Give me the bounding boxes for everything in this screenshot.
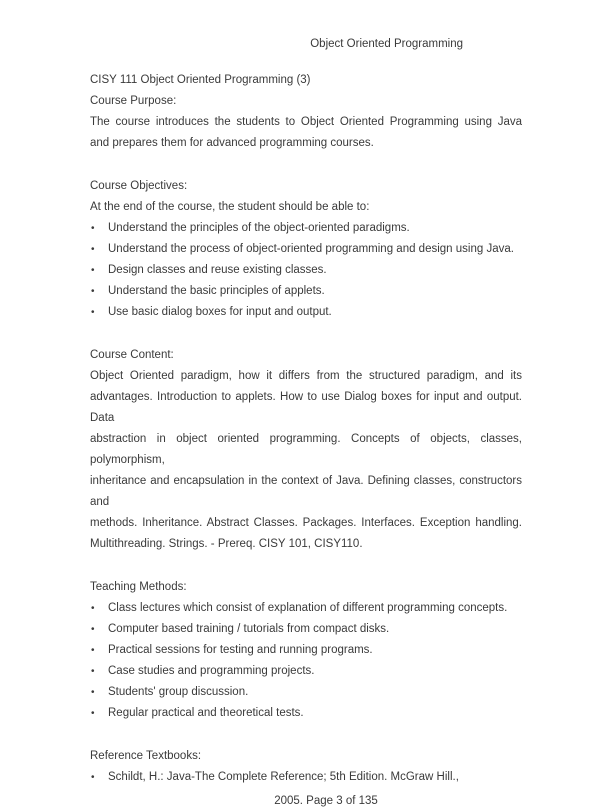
paragraph-line: Object Oriented paradigm, how it differs from the structured paradigm, and its xyxy=(90,370,522,382)
section-heading-references: Reference Textbooks: xyxy=(90,750,202,762)
objective-item: • Design classes and reuse existing classes. xyxy=(90,260,522,281)
section-heading-objectives: Course Objectives: xyxy=(90,180,188,192)
section-heading-teaching: Teaching Methods: xyxy=(90,581,187,593)
course-title: CISY 111 Object Oriented Programming (3) xyxy=(90,74,311,86)
section-heading-content: Course Content: xyxy=(90,349,174,361)
teaching-method-item: • Practical sessions for testing and running programs. xyxy=(90,640,522,661)
references-list xyxy=(90,767,522,788)
section-heading-purpose: Course Purpose: xyxy=(90,95,177,107)
paragraph-line: advantages. Introduction to applets. How to use Dialog boxes for input and output. Data xyxy=(90,391,522,424)
running-header: Object Oriented Programming xyxy=(310,38,463,50)
objective-item: • Understand the principles of the object-oriented paradigms. xyxy=(90,218,522,239)
teaching-method-item: • Case studies and programming projects. xyxy=(90,661,522,682)
teaching-method-item: • Students' group discussion. xyxy=(90,682,522,703)
teaching-methods-list xyxy=(90,598,522,724)
page-content xyxy=(90,70,522,812)
reference-item: • Schildt, H.: Java-The Complete Reference; 5th Edition. McGraw Hill., xyxy=(90,767,522,788)
teaching-method-item: • Class lectures which consist of explanation of different programming concepts. xyxy=(90,598,522,619)
objective-item: • Understand the process of object-oriented programming and design using Java. xyxy=(90,239,522,260)
objective-item: • Understand the basic principles of applets. xyxy=(90,281,522,302)
objectives-intro: At the end of the course, the student should be able to: xyxy=(90,201,370,213)
objective-item: • Use basic dialog boxes for input and output. xyxy=(90,302,522,323)
teaching-method-item: • Computer based training / tutorials from compact disks. xyxy=(90,619,522,640)
paragraph-line: inheritance and encapsulation in the context of Java. Defining classes, constructors and xyxy=(90,475,522,508)
content-paragraph xyxy=(90,366,522,555)
objectives-list xyxy=(90,218,522,323)
paragraph-line: and prepares them for advanced programming courses. xyxy=(90,137,374,149)
paragraph-line: methods. Inheritance. Abstract Classes. Packages. Interfaces. Exception handling. xyxy=(90,517,522,529)
page-footer: 2005. Page 3 of 135 xyxy=(274,795,378,807)
paragraph-line: The course introduces the students to Object Oriented Programming using Java xyxy=(90,116,522,128)
paragraph-line: Multithreading. Strings. - Prereq. CISY 101, CISY110. xyxy=(90,538,363,550)
teaching-method-item: • Regular practical and theoretical tests. xyxy=(90,703,522,724)
paragraph-line: abstraction in object oriented programming. Concepts of objects, classes, polymorphism, xyxy=(90,433,522,466)
purpose-paragraph xyxy=(90,112,522,154)
